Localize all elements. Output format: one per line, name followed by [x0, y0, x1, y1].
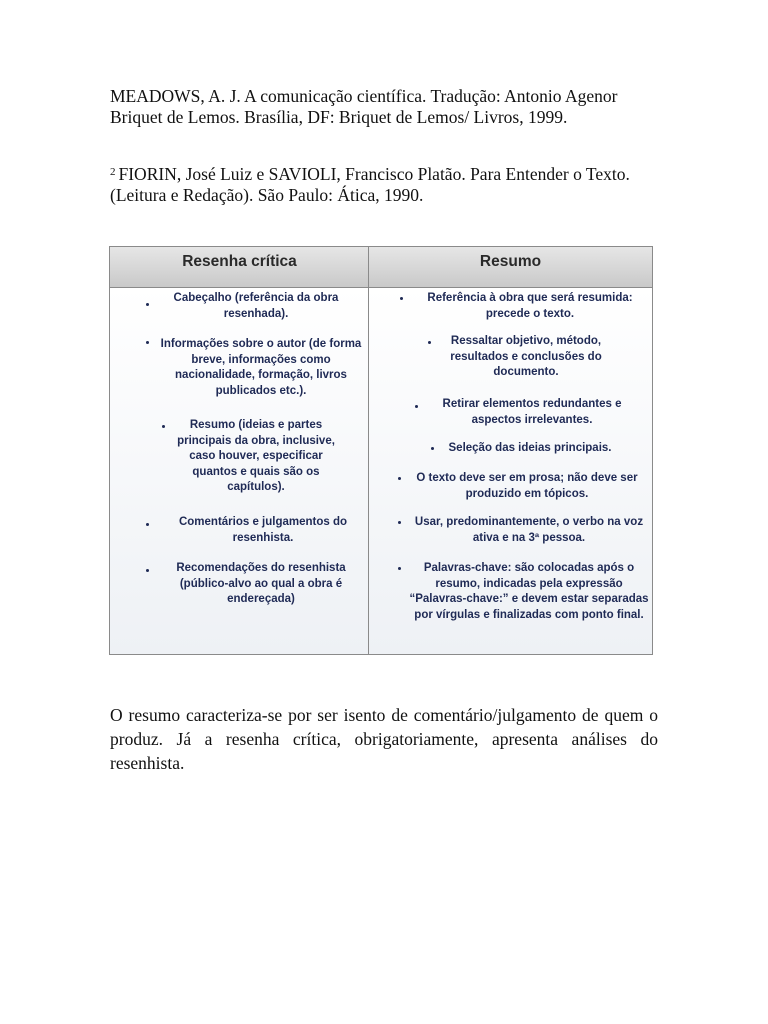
resumo-item-6: Usar, predominantemente, o verbo na voz ativa e na 3ª pessoa.: [414, 516, 644, 544]
reference-fiorin: [110, 162, 658, 206]
reference-fiorin-text: FIORIN, José Luiz e SAVIOLI, Francisco Platão. Para Entender o Texto. (Leitura e Redação). São Paulo: Ática, 1990.: [110, 164, 630, 205]
bullet-icon: [400, 297, 403, 300]
reference-meadows: MEADOWS, A. J. A comunicação científica. Tradução: Antonio Agenor Briquet de Lemos. Brasília, DF: Briquet de Lemos/ Livros, 1999.: [110, 86, 618, 127]
bullet-icon: [415, 405, 418, 408]
resumo-item-1: Referência à obra que será resumida: precede o texto.: [427, 292, 633, 320]
resumo-column: [369, 287, 652, 654]
bullet-icon: [146, 303, 149, 306]
header-resumo: Resumo: [479, 253, 542, 270]
header-resenha: Resenha crítica: [182, 253, 297, 270]
resumo-item-4: Seleção das ideias principais.: [448, 442, 612, 454]
resenha-item-2: Informações sobre o autor (de forma breve, informações como nacionalidade, formação, livros publicados etc.).: [160, 338, 362, 397]
bullet-icon: [162, 425, 165, 428]
column-divider: [368, 247, 369, 654]
resumo-item-3: Retirar elementos redundantes e aspectos irrelevantes.: [442, 398, 622, 426]
bullet-icon: [431, 447, 434, 450]
resenha-column: [110, 287, 368, 654]
bullet-icon: [398, 567, 401, 570]
resumo-item-2: Ressaltar objetivo, método, resultados e conclusões do documento.: [450, 335, 602, 378]
conclusion-paragraph: O resumo caracteriza-se por ser isento de comentário/julgamento de quem o produz. Já a resenha crítica, obrigatoriamente, apresenta análises do resenhista.: [110, 705, 658, 773]
resenha-item-3: Resumo (ideias e partes principais da obra, inclusive, caso houver, especificar quantos e quais são os capítulos).: [177, 419, 335, 493]
resenha-item-1: Cabeçalho (referência da obra resenhada).: [173, 292, 339, 320]
footnote-marker: 2: [110, 166, 116, 178]
table-header: [110, 247, 652, 288]
bullet-icon: [146, 341, 149, 344]
resumo-item-5: O texto deve ser em prosa; não deve ser produzido em tópicos.: [416, 472, 638, 500]
resenha-item-5: Recomendações do resenhista (público-alvo ao qual a obra é endereçada): [176, 562, 346, 605]
bullet-icon: [146, 569, 149, 572]
comparison-table: [109, 246, 653, 655]
bullet-icon: [398, 477, 401, 480]
bullet-icon: [398, 521, 401, 524]
resenha-item-4: Comentários e julgamentos do resenhista.: [178, 516, 348, 544]
bullet-icon: [146, 523, 149, 526]
resumo-item-7: Palavras-chave: são colocadas após o resumo, indicadas pela expressão “Palavras-chave:” e devem estar separadas por vírgulas e finalizadas com ponto final.: [409, 562, 649, 621]
